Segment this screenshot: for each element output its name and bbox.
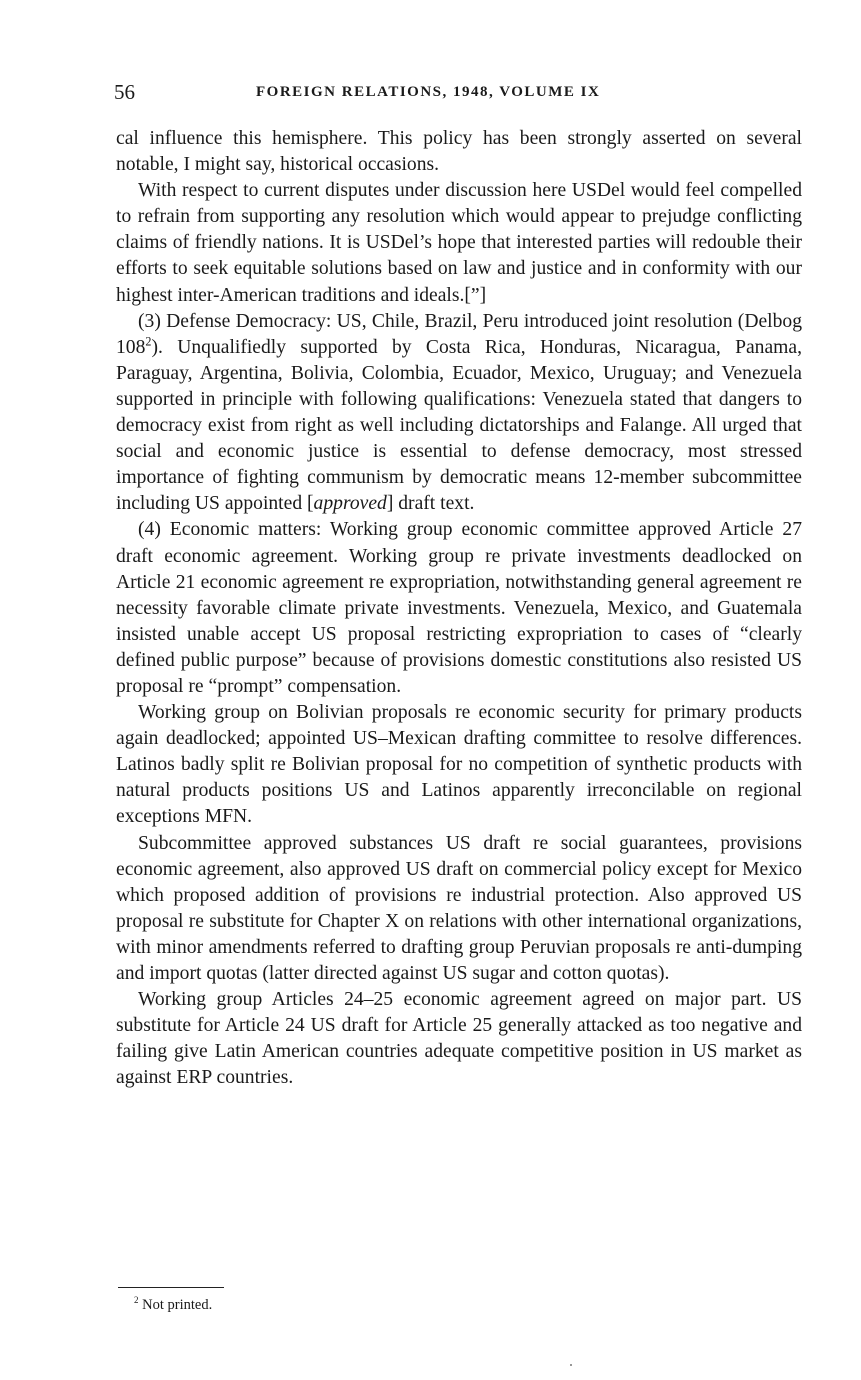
- footnote-divider: [118, 1287, 224, 1288]
- body-text: [116, 126, 802, 1091]
- paragraph-economic-matters: (4) Economic matters: Working group economic committee approved Article 27 draft economic agreement. Working group re private investments deadlocked on Article 21 economic agreement re expropriation, notwithstanding general agreement re necessity favorable climate private investments. Venezuela, Mexico, and Guatemala insisted unable accept US proposal restricting expropriation to cases of “clearly defined public purpose” because of provisions domestic constitutions also resisted US proposal re “prompt” compensation.: [116, 519, 802, 697]
- paragraph-bolivian-proposals: Working group on Bolivian proposals re economic security for primary products again deadlocked; appointed US–Mexican drafting committee to resolve differences. Latinos badly split re Bolivian proposal for no competition of synthetic products with natural products positions US and Latinos apparently irreconcilable on regional exceptions MFN.: [116, 702, 802, 828]
- footnote-text: Not printed.: [142, 1297, 213, 1313]
- page-header: [114, 80, 804, 110]
- paragraph-defense-democracy: [116, 309, 802, 518]
- paragraph-disputes: With respect to current disputes under discussion here USDel would feel compelled to refrain from supporting any resolution which would appear to prejudge conflicting claims of friendly nations. It is USDel’s hope that interested parties will redouble their efforts to seek equitable solutions based on law and justice and in conformity with our highest inter-American traditions and ideals.[”]: [116, 180, 802, 306]
- running-head: FOREIGN RELATIONS, 1948, VOLUME IX: [256, 84, 601, 100]
- footnote: [134, 1297, 212, 1314]
- page-number: 56: [114, 80, 135, 104]
- defense-italic-approved: approved: [313, 493, 387, 515]
- paragraph-continuation: cal influence this hemisphere. This policy has been strongly asserted on several notable, I might say, historical occasions.: [116, 128, 802, 176]
- footnote-marker: 2: [134, 1295, 139, 1306]
- paragraph-subcommittee: Subcommittee approved substances US draft re social guarantees, provisions economic agreement, also approved US draft on commercial policy except for Mexico which proposed addition of provisions re industrial protection. Also approved US proposal re substitute for Chapter X on relations with other international organizations, with minor amendments referred to drafting group Peruvian proposals re anti-dumping and import quotas (latter directed against US sugar and cotton quotas).: [116, 832, 802, 984]
- defense-text-2: ). Unqualifiedly supported by Costa Rica, Honduras, Nicaragua, Panama, Paraguay, Argentina, Bolivia, Colombia, Ecuador, Mexico, Uruguay; and Venezuela supported in principle with following qualifications: Venezuela stated that dangers to democracy exist from right as well including dictatorships and Falange. All urged that social and economic justice is essential to defense democracy, most stressed importance of fighting communism by democratic means 12-member subcommittee including US appointed [: [116, 336, 802, 515]
- footnote-reference: 2: [145, 334, 152, 349]
- defense-text-1: (3) Defense Democracy: US, Chile, Brazil, Peru introduced joint resolution (Delbog 108: [116, 310, 802, 358]
- paragraph-articles-24-25: Working group Articles 24–25 economic agreement agreed on major part. US substitute for Article 24 US draft for Article 25 generally attacked as too negative and failing give Latin American countries adequate competitive position in US market as against ERP countries.: [116, 989, 802, 1089]
- scan-speck: [570, 1364, 572, 1366]
- defense-text-3: ] draft text.: [386, 493, 475, 515]
